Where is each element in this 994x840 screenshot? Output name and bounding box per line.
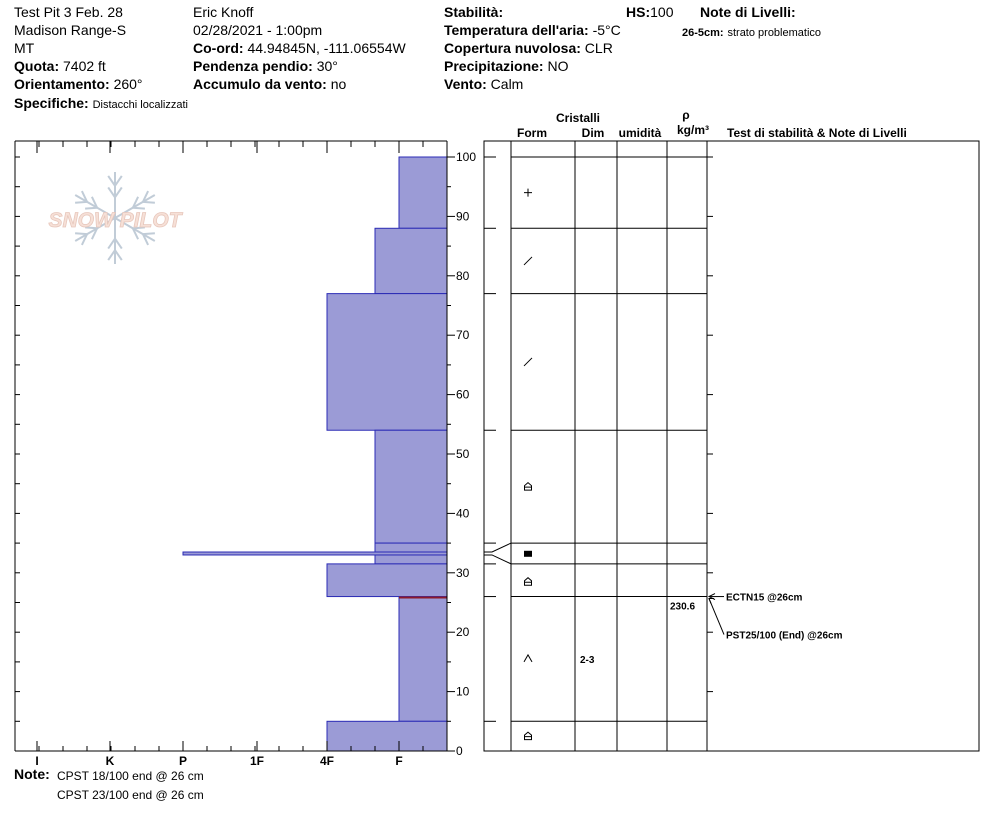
hardness-tick-label: 4F [319, 754, 335, 768]
layer-note-text: strato problematico [727, 27, 822, 39]
depth-tick-label: 40 [456, 506, 470, 521]
flake-branch [115, 250, 122, 260]
snowpilot-logo [49, 172, 184, 264]
logo-text: SNOW PILOT [48, 209, 182, 232]
hardness-profile [183, 157, 447, 751]
depth-tick-label: 90 [456, 209, 470, 224]
elevation-label: Quota: [14, 58, 60, 74]
tests-header: Test di stabilità & Note di Livelli [727, 126, 907, 140]
grain-form-symbol [525, 732, 532, 740]
air-temp-value: -5°C [592, 22, 621, 38]
notes-label: Note: [14, 766, 50, 782]
slope-value: 30° [316, 58, 338, 74]
grain-form-symbol [524, 358, 532, 366]
hardness-tick-label: 1F [249, 754, 265, 768]
note-line-2: CPST 23/100 end @ 26 cm [57, 788, 204, 802]
hardness-layer [375, 228, 447, 293]
coord-label: Co-ord: [193, 40, 244, 56]
moisture-header: umidità [618, 126, 662, 140]
depth-tick-label: 100 [456, 150, 477, 164]
hardness-tick-label: I [35, 754, 39, 768]
grain-form-symbol [525, 578, 532, 586]
hardness-layer [399, 157, 447, 228]
hardness-layer [375, 555, 447, 564]
wind-value: Calm [490, 76, 524, 92]
precip-label: Precipitazione: [444, 58, 544, 74]
flake-branch [108, 250, 115, 260]
slope-label: Pendenza pendio: [193, 58, 313, 74]
depth-tick-label: 80 [456, 268, 470, 283]
hs-label: HS: [626, 4, 651, 20]
hardness-layer [327, 564, 447, 597]
depth-tick-label: 10 [456, 684, 470, 699]
grain-form-symbol [524, 655, 532, 662]
elevation-value: 7402 ft [63, 58, 106, 74]
flake-branch [108, 239, 115, 249]
sky-value: CLR [584, 40, 613, 56]
depth-tick-label: 20 [456, 625, 470, 640]
depth-axis [447, 150, 476, 758]
pit-name: Test Pit 3 Feb. 28 [14, 4, 123, 20]
dim-header: Dim [581, 126, 605, 140]
test-arrow [709, 599, 724, 635]
aspect-label: Orientamento: [14, 76, 110, 92]
precip-value: NO [547, 58, 569, 74]
hardness-layer [399, 597, 447, 722]
grain-form-symbol [524, 551, 532, 557]
rho-header: ρ [682, 108, 690, 122]
thin-layer-connector [484, 555, 511, 564]
wind-loading-label: Accumulo da vento: [193, 76, 327, 92]
flake-branch [143, 202, 155, 203]
specifics-label: Specifiche: [14, 95, 89, 111]
depth-tick-label: 70 [456, 328, 470, 343]
flake-branch [115, 239, 122, 249]
coord-value: 44.94845N, -111.06554W [247, 40, 406, 56]
wind-loading-value: no [330, 76, 347, 92]
grain-size-label: 2-3 [580, 654, 595, 666]
hs-value: 100 [650, 4, 674, 20]
stability-test-label: ECTN15 @26cm [726, 592, 803, 604]
hardness-tick-label: P [178, 754, 188, 768]
thin-layer-connector [484, 543, 511, 552]
specifics-value: Distacchi localizzati [92, 99, 188, 111]
flake-branch [108, 187, 115, 197]
air-temp-label: Temperatura dell'aria: [444, 22, 589, 38]
hardness-tick-label: F [395, 754, 403, 768]
test-arrow-head [709, 599, 714, 604]
flake-branch [75, 233, 87, 234]
layer-note-depth: 26-5cm: [682, 27, 724, 39]
flake-branch [115, 187, 122, 197]
hardness-tick-label: K [105, 754, 115, 768]
grain-form-symbol [524, 257, 532, 265]
wind-label: Vento: [444, 76, 487, 92]
observer: Eric Knoff [193, 4, 254, 20]
density-value: 230.6 [670, 601, 696, 613]
hardness-layer [327, 294, 447, 431]
note-line-1: CPST 18/100 end @ 26 cm [57, 769, 204, 783]
depth-tick-label: 50 [456, 447, 470, 461]
crystals-header: Cristalli [555, 111, 601, 125]
sky-label: Copertura nuvolosa: [444, 40, 581, 56]
form-header: Form [517, 126, 547, 140]
layer-table [484, 141, 979, 751]
depth-tick-label: 60 [456, 387, 470, 402]
hardness-axis [35, 141, 402, 768]
aspect-value: 260° [113, 76, 143, 92]
grain-form-symbol [525, 483, 532, 491]
flake-branch [75, 202, 87, 203]
flake-branch [108, 176, 115, 186]
depth-tick-label: 0 [456, 744, 463, 758]
state: MT [14, 40, 35, 56]
column-headers [517, 108, 907, 140]
stability-test-label: PST25/100 (End) @26cm [726, 630, 843, 642]
hardness-layer [327, 721, 447, 751]
hardness-layer [375, 543, 447, 552]
stability-label: Stabilità: [444, 4, 504, 20]
range: Madison Range-S [14, 22, 127, 38]
datetime: 02/28/2021 - 1:00pm [193, 22, 323, 38]
hardness-layer [375, 430, 447, 543]
flake-branch [115, 176, 122, 186]
table-border [484, 141, 979, 751]
layer-notes-title: Note di Livelli: [700, 4, 796, 20]
density-unit-header: kg/m³ [676, 123, 710, 137]
flake-branch [143, 233, 155, 234]
depth-tick-label: 30 [456, 565, 470, 580]
